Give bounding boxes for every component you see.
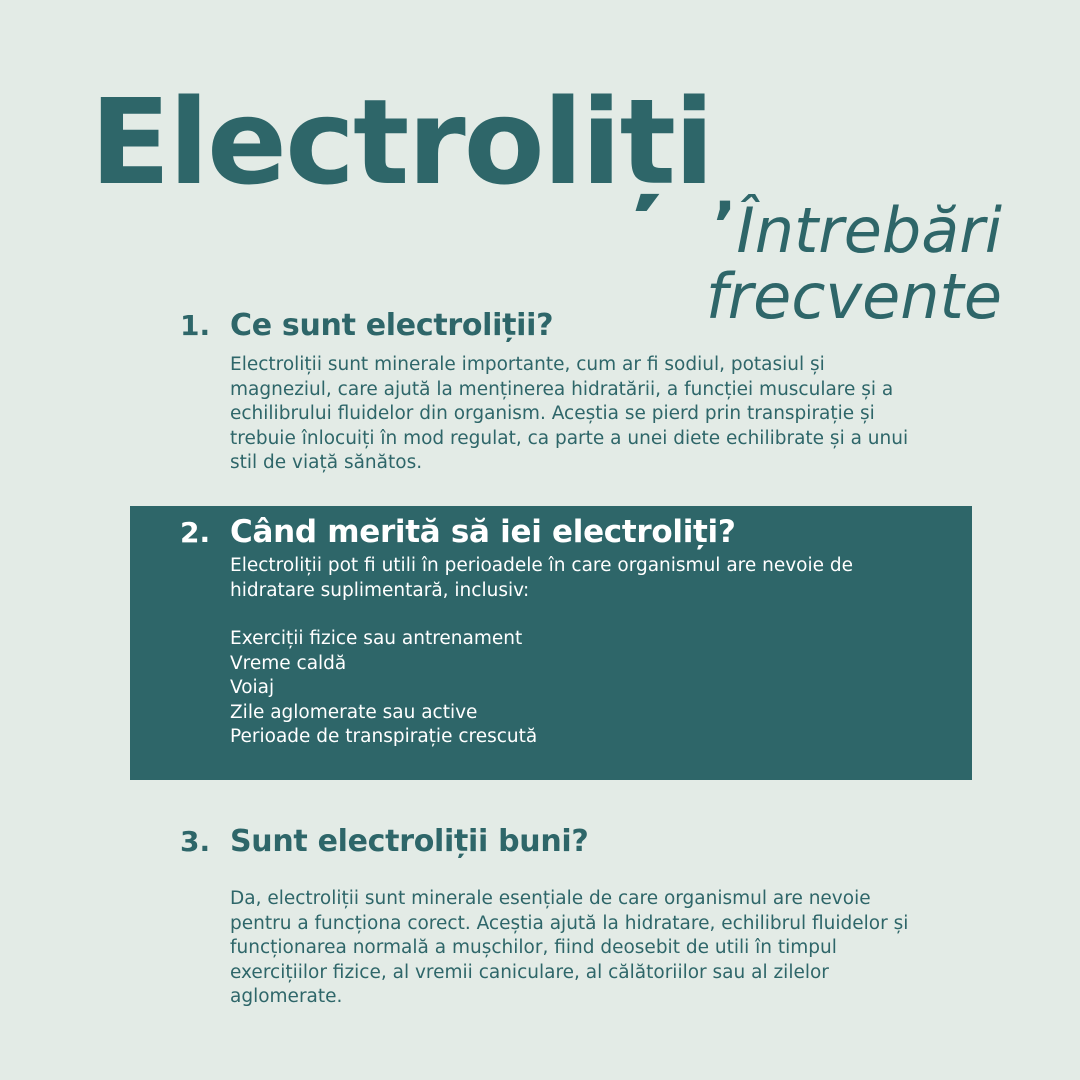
faq-answer: Da, electroliții sunt minerale esențiale de care organismul are nevoie pentru a funcționa corect. Aceștia ajută la hidratare, echilibrul fluidelor și funcționarea normală a mușchilor, fiind deosebit de utili în timpul exercițiilor fizice, al vremii caniculare, al călătoriilor sau al zilelor aglomerate. <box>230 888 909 1007</box>
faq-question: Sunt electroliții buni? <box>230 824 589 859</box>
faq-heading <box>180 514 920 550</box>
faq-number: 2. <box>180 516 211 549</box>
apostrophe-mark: ’ <box>712 188 737 261</box>
list-item: Vreme caldă <box>230 652 347 674</box>
faq-answer: Electroliții pot fi utili în perioadele în care organismul are nevoie de hidratare suplimentară, inclusiv: <box>230 555 854 601</box>
subtitle-line-1 <box>706 188 1002 267</box>
page-title: Electroliți <box>90 73 713 211</box>
faq-question: Când merită să iei electroliți? <box>230 514 736 550</box>
subtitle-text-1: Întrebări <box>736 194 1002 267</box>
faq-answer: Electroliții sunt minerale importante, cum ar fi sodiul, potasiul și magneziul, care ajută la menținerea hidratării, a funcției musculare și a echilibrului fluidelor din organism. Aceștia se pierd prin transpirație și trebuie înlocuiți în mod regulat, ca parte a unei diete echilibrate și a unui stil de viață sănătos. <box>230 354 909 473</box>
faq-answer-block <box>230 554 920 750</box>
list-item: Zile aglomerate sau active <box>230 701 478 723</box>
faq-heading <box>180 308 920 343</box>
faq-item-2 <box>180 514 920 750</box>
faq-list <box>230 627 920 750</box>
subtitle-line-2: frecvente <box>705 260 1002 333</box>
faq-number: 1. <box>180 309 211 342</box>
faq-item-3 <box>180 824 920 1010</box>
faq-item-1 <box>180 308 920 476</box>
faq-number: 3. <box>180 825 211 858</box>
faq-heading <box>180 824 920 859</box>
faq-question: Ce sunt electroliții? <box>230 308 554 343</box>
list-item: Perioade de transpirație crescută <box>230 726 538 747</box>
list-item: Voiaj <box>230 677 275 698</box>
list-item: Exerciții fizice sau antrenament <box>230 628 523 649</box>
